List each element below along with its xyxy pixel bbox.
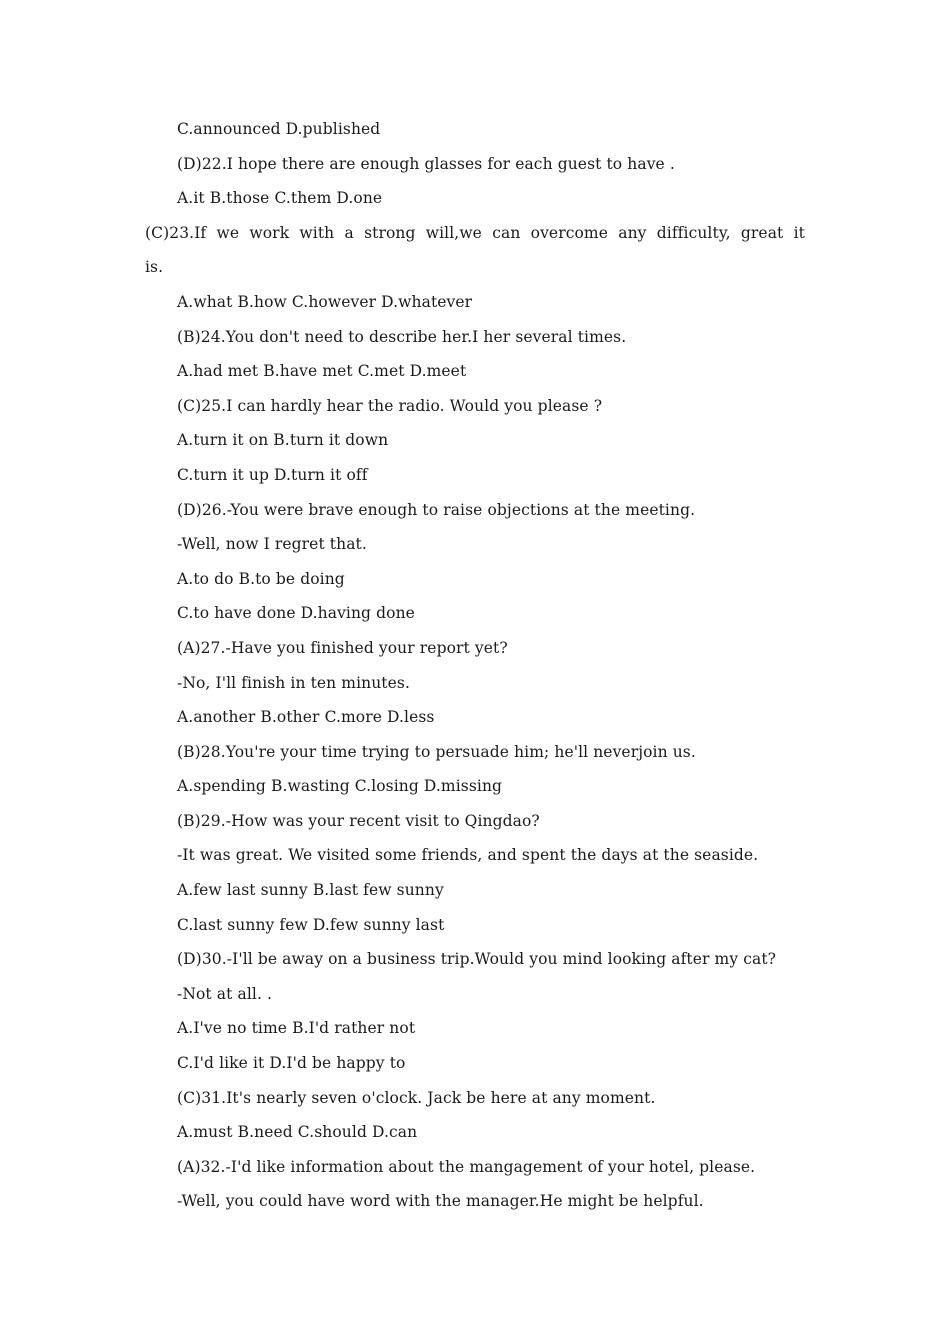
text-line: A.must B.need C.should D.can	[177, 1123, 418, 1142]
text-line: A.had met B.have met C.met D.meet	[177, 362, 467, 381]
text-line: C.turn it up D.turn it off	[177, 465, 368, 484]
text-line: (B)24.You don't need to describe her.I her several times.	[177, 327, 627, 346]
text-line: -No, I'll finish in ten minutes.	[177, 673, 410, 692]
text-line: C.last sunny few D.few sunny last	[177, 915, 445, 934]
text-line: (B)29.-How was your recent visit to Qingdao?	[177, 811, 540, 830]
text-line: A.what B.how C.however D.whatever	[177, 292, 473, 311]
text-line: A.turn it on B.turn it down	[177, 431, 389, 450]
text-line: A.I've no time B.I'd rather not	[177, 1019, 416, 1038]
text-line: (A)32.-I'd like information about the mangagement of your hotel, please.	[177, 1157, 756, 1176]
text-line: (C)31.It's nearly seven o'clock. Jack be here at any moment.	[177, 1088, 656, 1107]
text-line: (A)27.-Have you finished your report yet?	[177, 638, 508, 657]
text-line: A.spending B.wasting C.losing D.missing	[177, 777, 503, 796]
text-line: C.announced D.published	[177, 120, 381, 138]
text-line: -Not at all. .	[177, 984, 273, 1003]
text-line: A.few last sunny B.last few sunny	[177, 881, 444, 900]
text-line: (B)28.You're your time trying to persuade him; he'll neverjoin us.	[177, 742, 696, 761]
text-line: C.to have done D.having done	[177, 604, 415, 623]
text-line: (C)23.If we work with a strong will,we can overcome any difficulty, great it	[145, 223, 805, 242]
text-line: -Well, you could have word with the manager.He might be helpful.	[177, 1192, 704, 1211]
text-line: A.it B.those C.them D.one	[177, 189, 383, 208]
document-body	[0, 116, 950, 1223]
text-line: (D)22.I hope there are enough glasses for each guest to have .	[177, 154, 675, 173]
text-line: (C)25.I can hardly hear the radio. Would you please ?	[177, 396, 603, 415]
text-line: A.another B.other C.more D.less	[177, 708, 435, 727]
text-line: (D)30.-I'll be away on a business trip.Would you mind looking after my cat?	[177, 950, 777, 969]
text-line: is.	[145, 258, 164, 277]
text-line: -Well, now I regret that.	[177, 535, 367, 554]
text-line: (D)26.-You were brave enough to raise objections at the meeting.	[177, 500, 696, 519]
text-line: A.to do B.to be doing	[177, 569, 345, 588]
text-line: C.I'd like it D.I'd be happy to	[177, 1054, 406, 1073]
text-line: -It was great. We visited some friends, and spent the days at the seaside.	[177, 846, 759, 865]
